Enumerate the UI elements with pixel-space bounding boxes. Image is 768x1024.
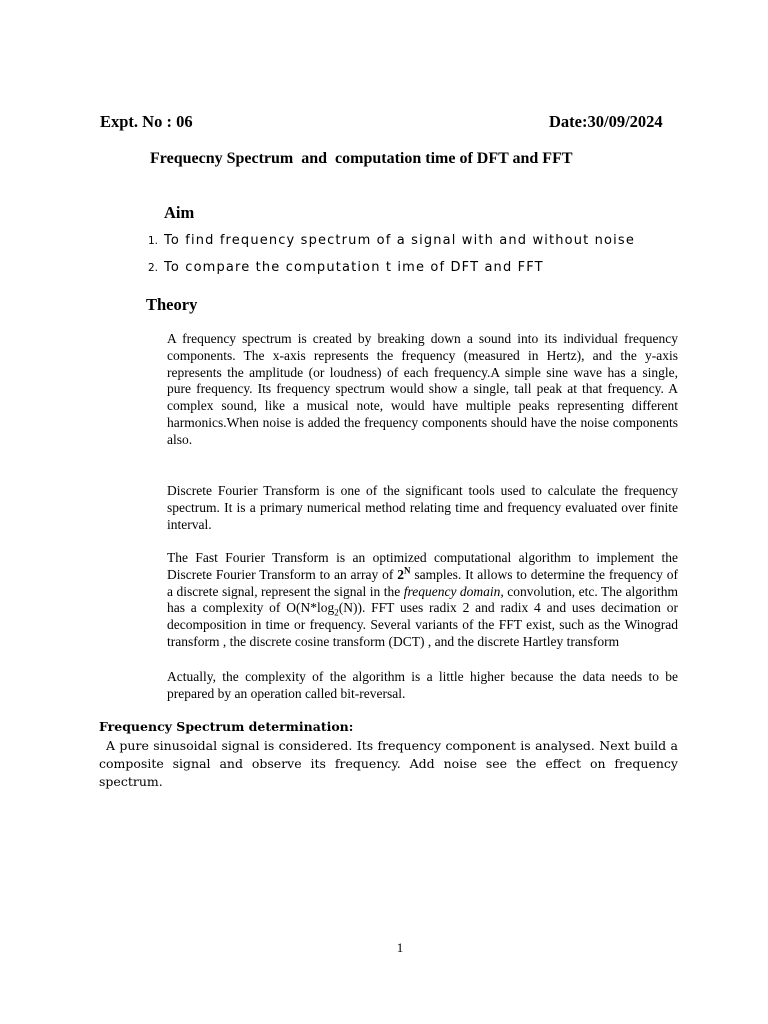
fft-log-base: 2 — [334, 608, 339, 619]
fft-exponent-base: 2 — [397, 566, 405, 582]
theory-paragraph-dft: Discrete Fourier Transform is one of the significant tools used to calculate the frequency spectrum. It is a primary numerical method relating time and frequency evaluated over finite interval. — [167, 483, 678, 532]
fft-emphasis: frequency domain, — [403, 583, 504, 599]
aim-item-1 — [148, 233, 635, 248]
theory-heading: Theory — [146, 295, 198, 314]
aim-heading: Aim — [164, 203, 195, 222]
frequency-spectrum-heading: Frequency Spectrum determination: — [99, 719, 354, 734]
aim-item-number: 2. — [148, 262, 159, 274]
document-title: Frequecny Spectrum and computation time of DFT and FFT — [150, 150, 573, 167]
fft-text-b: samples. It allows to determine the frequency of a discrete signal, represent the signal in the — [167, 566, 678, 599]
frequency-spectrum-paragraph: A pure sinusoidal signal is considered. Its frequency component is analysed. Next build a composite signal and observe its frequency. Add noise see the effect on frequency spectrum. — [99, 738, 678, 789]
fft-exponent: N — [404, 565, 411, 576]
theory-paragraph-spectrum: A frequency spectrum is created by breaking down a sound into its individual frequency components. The x-axis represents the frequency (measured in Hertz), and the y-axis represents the amplitude (or loudness) of each frequency.A simple sine wave has a single, pure frequency. Its frequency spectrum would show a single, tall peak at that frequency. A complex sound, like a musical note, would have multiple peaks representing different harmonics.When noise is added the frequency components should have the noise components also. — [167, 331, 678, 447]
aim-item-2 — [148, 260, 544, 275]
fft-text-c: convolution, etc. The algorithm has a complexity of O(N*log — [167, 583, 678, 616]
experiment-date: Date:30/09/2024 — [549, 112, 663, 131]
experiment-number: Expt. No : 06 — [100, 112, 193, 131]
theory-paragraph-fft — [167, 550, 678, 651]
page-number: 1 — [396, 940, 404, 955]
aim-item-number: 1. — [148, 235, 159, 247]
aim-item-text: To compare the computation t ime of DFT and FFT — [164, 260, 544, 275]
theory-paragraph-bit-reversal: Actually, the complexity of the algorithm is a little higher because the data needs to be prepared by an operation called bit-reversal. — [167, 669, 678, 701]
fft-text-a: The Fast Fourier Transform is an optimized computational algorithm to implement the Discrete Fourier Transform to an array of — [167, 550, 678, 582]
aim-item-text: To find frequency spectrum of a signal with and without noise — [164, 233, 635, 248]
fft-text-d: (N)). FFT uses radix 2 and radix 4 and uses decimation or decomposition in time or frequency. Several variants of the FFT exist, such as the Winograd transform , the discrete cosine transform (DCT) , and the discrete Hartley transform — [167, 600, 678, 649]
